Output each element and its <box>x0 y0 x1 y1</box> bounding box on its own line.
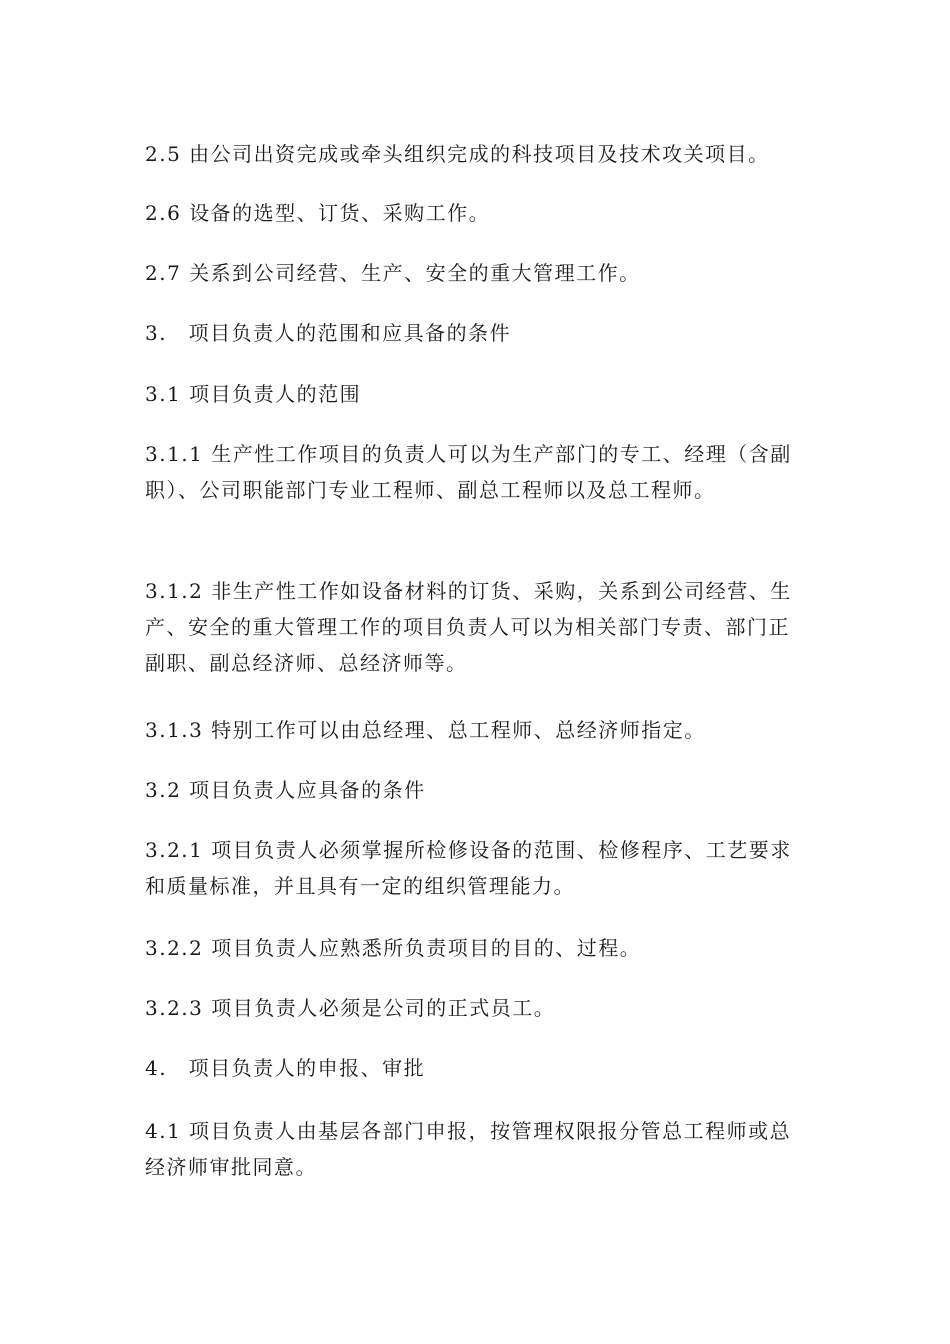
paragraph-3-1-2: 3.1.2 非生产性工作如设备材料的订货、采购，关系到公司经营、生产、安全的重大管理工作的项目负责人可以为相关部门专责、部门正副职、副总经济师、总经济师等。 <box>145 579 792 675</box>
paragraph-3-2-1: 3.2.1 项目负责人必须掌握所检修设备的范围、检修程序、工艺要求和质量标准，并且具有一定的组织管理能力。 <box>145 838 792 898</box>
paragraph-2-5: 2.5 由公司出资完成或牵头组织完成的科技项目及技术攻关项目。 <box>145 142 770 166</box>
paragraph-2-7: 2.7 关系到公司经营、生产、安全的重大管理工作。 <box>145 261 641 285</box>
section-heading-3: 3. 项目负责人的范围和应具备的条件 <box>145 321 512 345</box>
paragraph-3-2-3: 3.2.3 项目负责人必须是公司的正式员工。 <box>145 996 556 1020</box>
paragraph-3-1-1: 3.1.1 生产性工作项目的负责人可以为生产部门的专工、经理（含副职）、公司职能部门专业工程师、副总工程师以及总工程师。 <box>145 442 792 502</box>
paragraph-3-2: 3.2 项目负责人应具备的条件 <box>145 778 426 802</box>
paragraph-3-2-2: 3.2.2 项目负责人应熟悉所负责项目的目的、过程。 <box>145 936 642 960</box>
paragraph-4-1: 4.1 项目负责人由基层各部门申报，按管理权限报分管总工程师或总经济师审批同意。 <box>145 1119 792 1179</box>
section-heading-4: 4. 项目负责人的申报、审批 <box>145 1056 426 1080</box>
paragraph-2-6: 2.6 设备的选型、订货、采购工作。 <box>145 201 491 225</box>
paragraph-3-1: 3.1 项目负责人的范围 <box>145 382 362 406</box>
paragraph-3-1-3: 3.1.3 特别工作可以由总经理、总工程师、总经济师指定。 <box>145 718 706 742</box>
